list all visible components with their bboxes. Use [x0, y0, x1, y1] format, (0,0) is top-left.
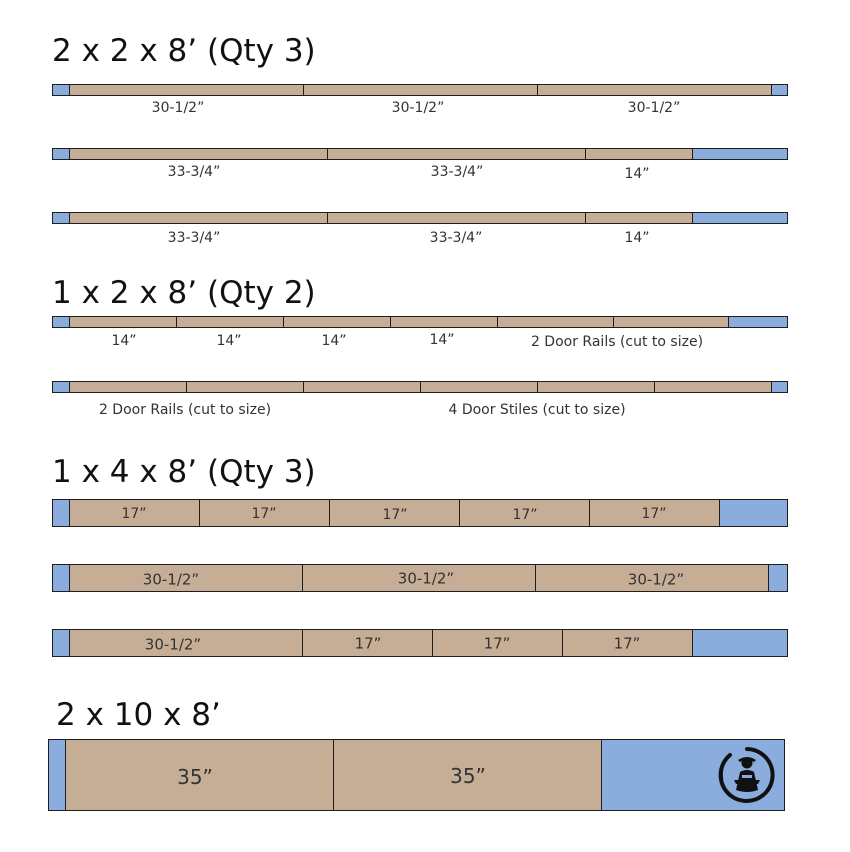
cut-label: 14”	[429, 332, 455, 348]
cut-label: 30-1/2”	[627, 100, 681, 116]
cut-segment	[614, 317, 729, 327]
cut-note: 4 Door Stiles (cut to size)	[448, 402, 626, 418]
cut-segment	[538, 85, 772, 95]
cut-segment	[304, 382, 421, 392]
cut-segment	[498, 317, 614, 327]
end-trim	[49, 740, 66, 810]
end-trim	[53, 500, 70, 526]
cut-segment	[70, 149, 328, 159]
cut-label: 14”	[111, 333, 137, 349]
cut-label: 17”	[483, 634, 511, 653]
cut-note: 2 Door Rails (cut to size)	[98, 402, 272, 418]
end-trim	[53, 565, 70, 591]
cut-label: 33-3/4”	[429, 230, 483, 246]
cut-segment	[328, 149, 586, 159]
cut-label: 14”	[216, 333, 242, 349]
group-title-1x4: 1 x 4 x 8’ (Qty 3)	[52, 454, 316, 490]
group-title-2x2: 2 x 2 x 8’ (Qty 3)	[52, 33, 316, 69]
board-2x2-3	[52, 212, 788, 224]
cut-segment	[70, 85, 304, 95]
cut-label: 17”	[382, 507, 408, 523]
cut-segment	[538, 382, 655, 392]
cut-segment	[421, 382, 538, 392]
cut-segment	[70, 382, 187, 392]
group-title-1x2: 1 x 2 x 8’ (Qty 2)	[52, 275, 316, 311]
cut-label: 17”	[251, 506, 277, 522]
board-1x4-1	[52, 499, 788, 527]
board-1x2-2	[52, 381, 788, 393]
cut-segment	[328, 213, 586, 223]
group-title-2x10: 2 x 10 x 8’	[56, 697, 221, 733]
cut-label: 30-1/2”	[151, 100, 205, 116]
cut-label: 17”	[613, 634, 641, 653]
cut-label: 14”	[624, 166, 650, 182]
cut-label: 33-3/4”	[430, 164, 484, 180]
cut-label: 30-1/2”	[144, 635, 202, 654]
cut-label: 33-3/4”	[167, 230, 221, 246]
woodworker-logo-icon	[718, 746, 776, 804]
cut-label: 17”	[354, 634, 382, 653]
cut-label: 35”	[450, 764, 486, 788]
end-trim	[53, 213, 70, 223]
cut-label: 17”	[121, 506, 147, 522]
end-trim	[53, 149, 70, 159]
cut-segment	[304, 85, 538, 95]
cut-label: 30-1/2”	[391, 100, 445, 116]
board-2x2-1	[52, 84, 788, 96]
board-1x4-3	[52, 629, 788, 657]
board-2x2-2	[52, 148, 788, 160]
cut-segment	[177, 317, 284, 327]
cut-segment	[391, 317, 498, 327]
cut-segment	[586, 213, 693, 223]
cut-label: 30-1/2”	[627, 570, 685, 589]
cut-label: 30-1/2”	[397, 569, 455, 588]
cut-label: 17”	[641, 506, 667, 522]
cut-segment	[70, 213, 328, 223]
cut-label: 33-3/4”	[167, 164, 221, 180]
board-1x4-2	[52, 564, 788, 592]
end-trim	[53, 382, 70, 392]
cut-label: 35”	[177, 765, 213, 789]
board-1x2-1	[52, 316, 788, 328]
cut-label: 14”	[624, 230, 650, 246]
end-trim	[53, 85, 70, 95]
cut-segment	[586, 149, 693, 159]
end-trim	[53, 317, 70, 327]
cut-label: 17”	[512, 507, 538, 523]
cut-segment	[70, 317, 177, 327]
cut-label: 30-1/2”	[142, 570, 200, 589]
board-2x10-1	[48, 739, 785, 811]
cut-segment	[284, 317, 391, 327]
cut-segment	[187, 382, 304, 392]
cut-label: 14”	[321, 333, 347, 349]
cut-note: 2 Door Rails (cut to size)	[530, 334, 704, 350]
end-trim	[53, 630, 70, 656]
cut-segment	[655, 382, 772, 392]
